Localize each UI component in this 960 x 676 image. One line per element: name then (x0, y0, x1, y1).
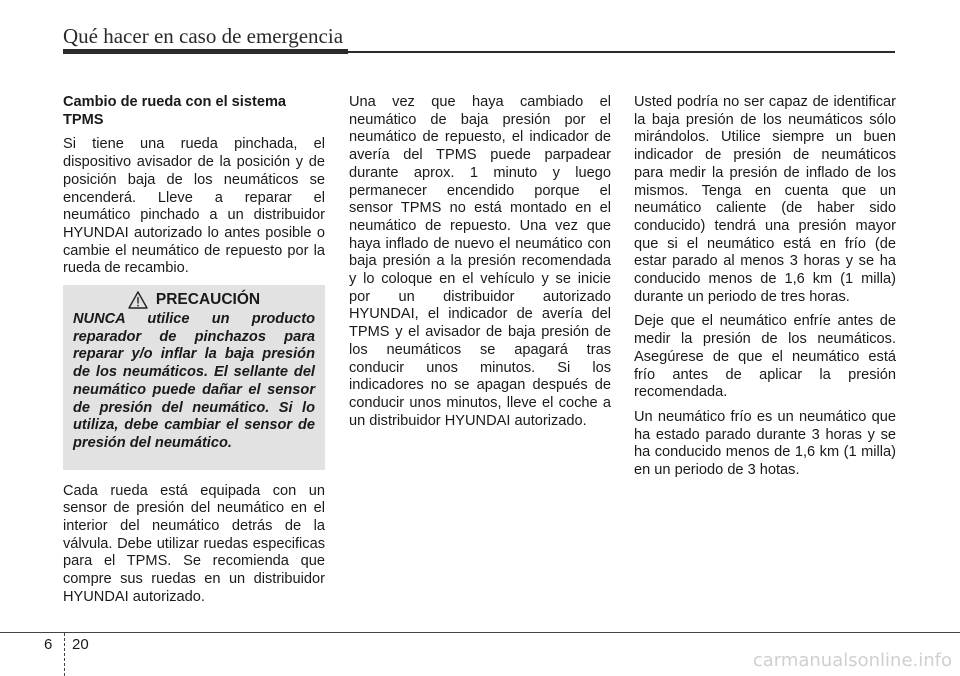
column-2 (349, 94, 611, 437)
column-1 (63, 94, 325, 614)
footer-divider (64, 633, 65, 676)
paragraph: Un neumático frío es un neumático que ha estado parado durante 3 horas y se ha conducido menos de 1,6 km (1 milla) en un periodo de 3 hotas. (634, 408, 896, 479)
paragraph: Usted podría no ser capaz de identificar la baja presión de los neumáticos sólo mirándolos. Utilice siempre un buen indicador de presión de neumáticos para medir la presión de inflado de los mismos. Tenga en cuenta que un neumático caliente (de haber sido conducido) tendrá una presión mayor que si el neumático está en frío (de estar parado al menos 3 horas y se ha conducido menos de 1,6 km (1 milla) durante un periodo de tres horas. (634, 94, 896, 305)
footer-rule (0, 632, 960, 633)
paragraph: Cada rueda está equipada con un sensor de presión del neumático en el interior del neumático detrás de la válvula. Debe utilizar ruedas especificas para el TPMS. Se recomienda que compre sus ruedas en un distribuidor HYUNDAI autorizado. (63, 482, 325, 605)
watermark: carmanualsonline.info (752, 650, 952, 671)
header-rule-thin (348, 51, 895, 53)
paragraph: Si tiene una rueda pinchada, el dispositivo avisador de la posición y de posición baja de los neumáticos se encenderá. Lleve a reparar el neumático pinchado a un distribuidor HYUNDAI autorizado lo antes posible o cambie el neumático de repuesto por la rueda de recambio. (63, 136, 325, 277)
warning-triangle-icon (128, 291, 148, 309)
chapter-number: 6 (44, 636, 53, 653)
page-number: 20 (72, 636, 89, 653)
caution-header (73, 291, 315, 309)
paragraph: Deje que el neumático enfríe antes de medir la presión de los neumáticos. Asegúrese de que el neumático está frío antes de aplicar la presión recomendada. (634, 313, 896, 401)
header-rule-thick (63, 49, 348, 54)
caution-title: PRECAUCIÓN (155, 291, 261, 309)
section-heading: Cambio de rueda con el sistema TPMS (63, 94, 287, 128)
page-header-title: Qué hacer en caso de emergencia (63, 24, 344, 48)
caution-box (63, 285, 325, 470)
caution-text: NUNCA utilice un producto reparador de pinchazos para reparar y/o inflar la baja presión de los neumáticos. El sellante del neumático puede dañar el sensor de presión del neumático. Si lo utiliza, debe cambiar el sensor de presión del neumático. (73, 311, 315, 451)
paragraph: Una vez que haya cambiado el neumático de baja presión por el neumático de repuesto, el indicador de avería del TPMS puede parpadear durante aprox. 1 minuto y luego permanecer encendido porque el sensor TPMS no está montado en el neumático de repuesto. Una vez que haya inflado de nuevo el neumático con baja presión a la presión recomendada y lo coloque en el vehículo y se inicie por un distribuidor autorizado HYUNDAI, el indicador de avería del TPMS y el avisador de baja presión de los neumáticos se apagará tras conducir unos minutos. Si los indicadores no se apagan después de conducir unos minutos, lleve el coche a un distribuidor HYUNDAI autorizado. (349, 94, 611, 429)
column-3 (634, 94, 896, 487)
